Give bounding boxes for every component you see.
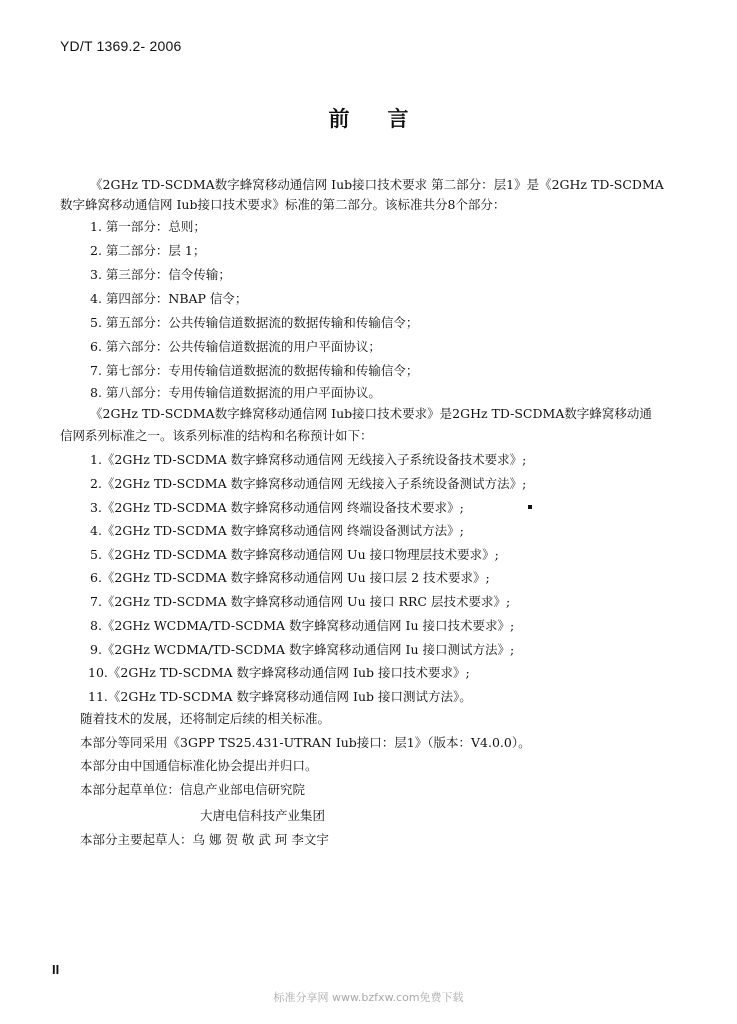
- intro-line-1: 《2GHz TD-SCDMA数字蜂窝移动通信网 Iub接口技术要求 第二部分：层1》是《2GHz TD-SCDMA: [90, 177, 664, 192]
- series-item: 6.《2GHz TD-SCDMA 数字蜂窝移动通信网 Uu 接口层 2 技术要求》;: [90, 570, 490, 585]
- series-intro-line-2: 信网系列标准之一。该系列标准的结构和名称预计如下：: [60, 428, 373, 443]
- closing-line: 随着技术的发展，还将制定后续的相关标准。: [80, 711, 331, 726]
- part-item: 7. 第七部分：专用传输信道数据流的数据传输和传输信令；: [90, 363, 419, 378]
- part-item: 8. 第八部分：专用传输信道数据流的用户平面协议。: [90, 385, 381, 400]
- series-item: 10.《2GHz TD-SCDMA 数字蜂窝移动通信网 Iub 接口技术要求》;: [88, 665, 470, 680]
- series-item: 3.《2GHz TD-SCDMA 数字蜂窝移动通信网 终端设备技术要求》;: [90, 500, 464, 515]
- drafting-unit-line: 本部分起草单位：信息产业部电信研究院: [80, 782, 306, 797]
- part-item: 5. 第五部分：公共传输信道数据流的数据传输和传输信令；: [90, 315, 419, 330]
- intro-line-2: 数字蜂窝移动通信网 Iub接口技术要求》标准的第二部分。该标准共分8个部分：: [60, 197, 506, 212]
- part-item: 1. 第一部分：总则；: [90, 219, 206, 234]
- series-item: 5.《2GHz TD-SCDMA 数字蜂窝移动通信网 Uu 接口物理层技术要求》;: [90, 547, 499, 562]
- series-item: 1.《2GHz TD-SCDMA 数字蜂窝移动通信网 无线接入子系统设备技术要求》;: [90, 452, 527, 467]
- watermark: 标准分享网 www.bzfxw.com免费下载: [273, 991, 464, 1004]
- part-item: 6. 第六部分：公共传输信道数据流的用户平面协议；: [90, 339, 381, 354]
- drafting-unit-line-2: 大唐电信科技产业集团: [200, 808, 326, 823]
- standard-number: YD/T 1369.2- 2006: [60, 38, 182, 54]
- series-item: 4.《2GHz TD-SCDMA 数字蜂窝移动通信网 终端设备测试方法》;: [90, 523, 464, 538]
- series-item: 7.《2GHz TD-SCDMA 数字蜂窝移动通信网 Uu 接口 RRC 层技术要求》;: [90, 594, 511, 609]
- part-item: 4. 第四部分：NBAP 信令；: [90, 291, 248, 306]
- series-item: 2.《2GHz TD-SCDMA 数字蜂窝移动通信网 无线接入子系统设备测试方法》;: [90, 476, 527, 491]
- series-item: 11.《2GHz TD-SCDMA 数字蜂窝移动通信网 Iub 接口测试方法》。: [88, 689, 472, 704]
- part-item: 2. 第二部分：层 1；: [90, 243, 206, 258]
- page-number: II: [52, 962, 60, 977]
- series-intro-line-1: 《2GHz TD-SCDMA数字蜂窝移动通信网 Iub接口技术要求》是2GHz TD-SCDMA数字蜂窝移动通: [90, 406, 652, 421]
- series-item: 9.《2GHz WCDMA/TD-SCDMA 数字蜂窝移动通信网 Iu 接口测试方法》;: [90, 642, 515, 657]
- drafters-line: 本部分主要起草人：乌 娜 贺 敬 武 珂 李文宇: [80, 832, 329, 847]
- stray-mark: [528, 505, 532, 509]
- series-item: 8.《2GHz WCDMA/TD-SCDMA 数字蜂窝移动通信网 Iu 接口技术要求》;: [90, 618, 515, 633]
- part-item: 3. 第三部分：信令传输；: [90, 267, 231, 282]
- page-title: 前言: [328, 106, 447, 131]
- closing-line: 本部分等同采用《3GPP TS25.431-UTRAN Iub接口：层1》（版本：V4.0.0）。: [80, 735, 531, 750]
- closing-line: 本部分由中国通信标准化协会提出并归口。: [80, 758, 318, 773]
